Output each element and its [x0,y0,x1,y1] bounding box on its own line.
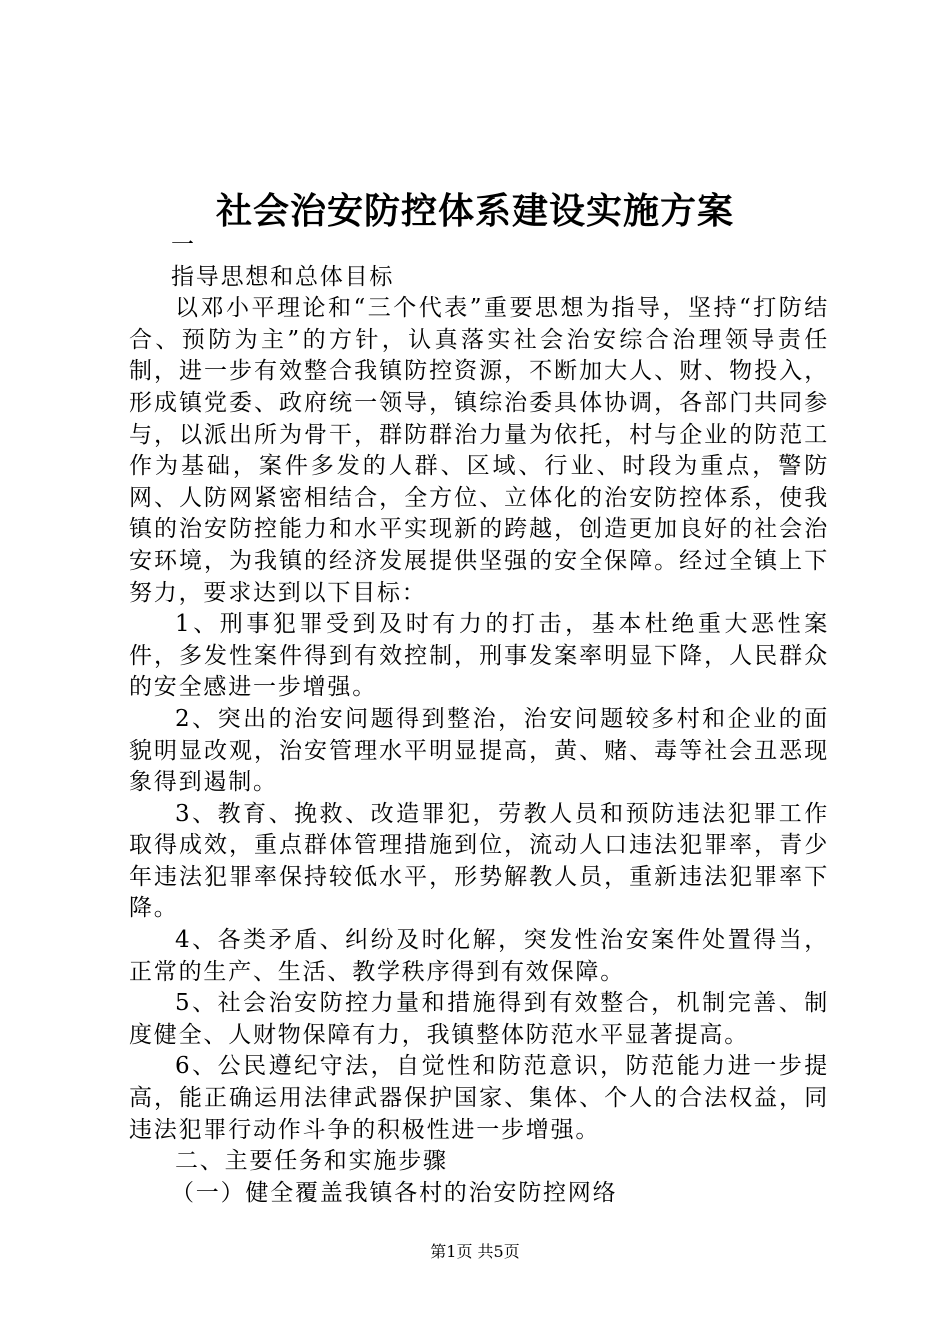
document-title: 社会治安防控体系建设实施方案 [215,190,734,232]
section-mark: 一 [171,232,196,258]
section-heading: 指导思想和总体目标 [171,263,395,290]
goal-item: 5、社会治安防控力量和措施得到有效整合，机制完善、制度健全、人财物保障有力，我镇整体防范水平显著提高。 [129,990,829,1048]
goal-item: 2、突出的治安问题得到整治，治安问题较多村和企业的面貌明显改观，治安管理水平明显提高，黄、赌、毒等社会丑恶现象得到遏制。 [129,705,829,796]
document-body [129,230,829,1209]
intro-paragraph: 以邓小平理论和“三个代表”重要思想为指导，坚持“打防结合、预防为主”的方针，认真落实社会治安综合治理领导责任制，进一步有效整合我镇防控资源，不断加大人、财、物投入，形成镇党委、政府统一领导，镇综治委具体协调，各部门共同参与，以派出所为骨干，群防群治力量为依托，村与企业的防范工作为基础，案件多发的人群、区域、行业、时段为重点，警防网、人防网紧密相结合，全方位、立体化的治安防控体系，使我镇的治安防控能力和水平实现新的跨越，创造更加良好的社会治安环境，为我镇的经济发展提供坚强的安全保障。经过全镇上下努力，要求达到以下目标： [129,295,829,606]
goal-item: 3、教育、挽救、改造罪犯，劳教人员和预防违法犯罪工作取得成效，重点群体管理措施到位，流动人口违法犯罪率，青少年违法犯罪率保持较低水平，形势解教人员，重新违法犯罪率下降。 [129,800,829,922]
goal-item: 4、各类矛盾、纠纷及时化解，突发性治安案件处置得当，正常的生产、生活、教学秩序得到有效保障。 [129,927,829,985]
section-heading: 二、主要任务和实施步骤 [175,1148,448,1175]
goal-item: 1、刑事犯罪受到及时有力的打击，基本杜绝重大恶性案件，多发性案件得到有效控制，刑事发案率明显下降，人民群众的安全感进一步增强。 [129,611,829,701]
subsection-heading: （一）健全覆盖我镇各村的治安防控网络 [171,1179,618,1206]
page-number-footer: 第1页 共5页 [430,1242,520,1261]
goal-item: 6、公民遵纪守法，自觉性和防范意识，防范能力进一步提高，能正确运用法律武器保护国家、集体、个人的合法权益，同违法犯罪行动作斗争的积极性进一步增强。 [129,1053,829,1143]
